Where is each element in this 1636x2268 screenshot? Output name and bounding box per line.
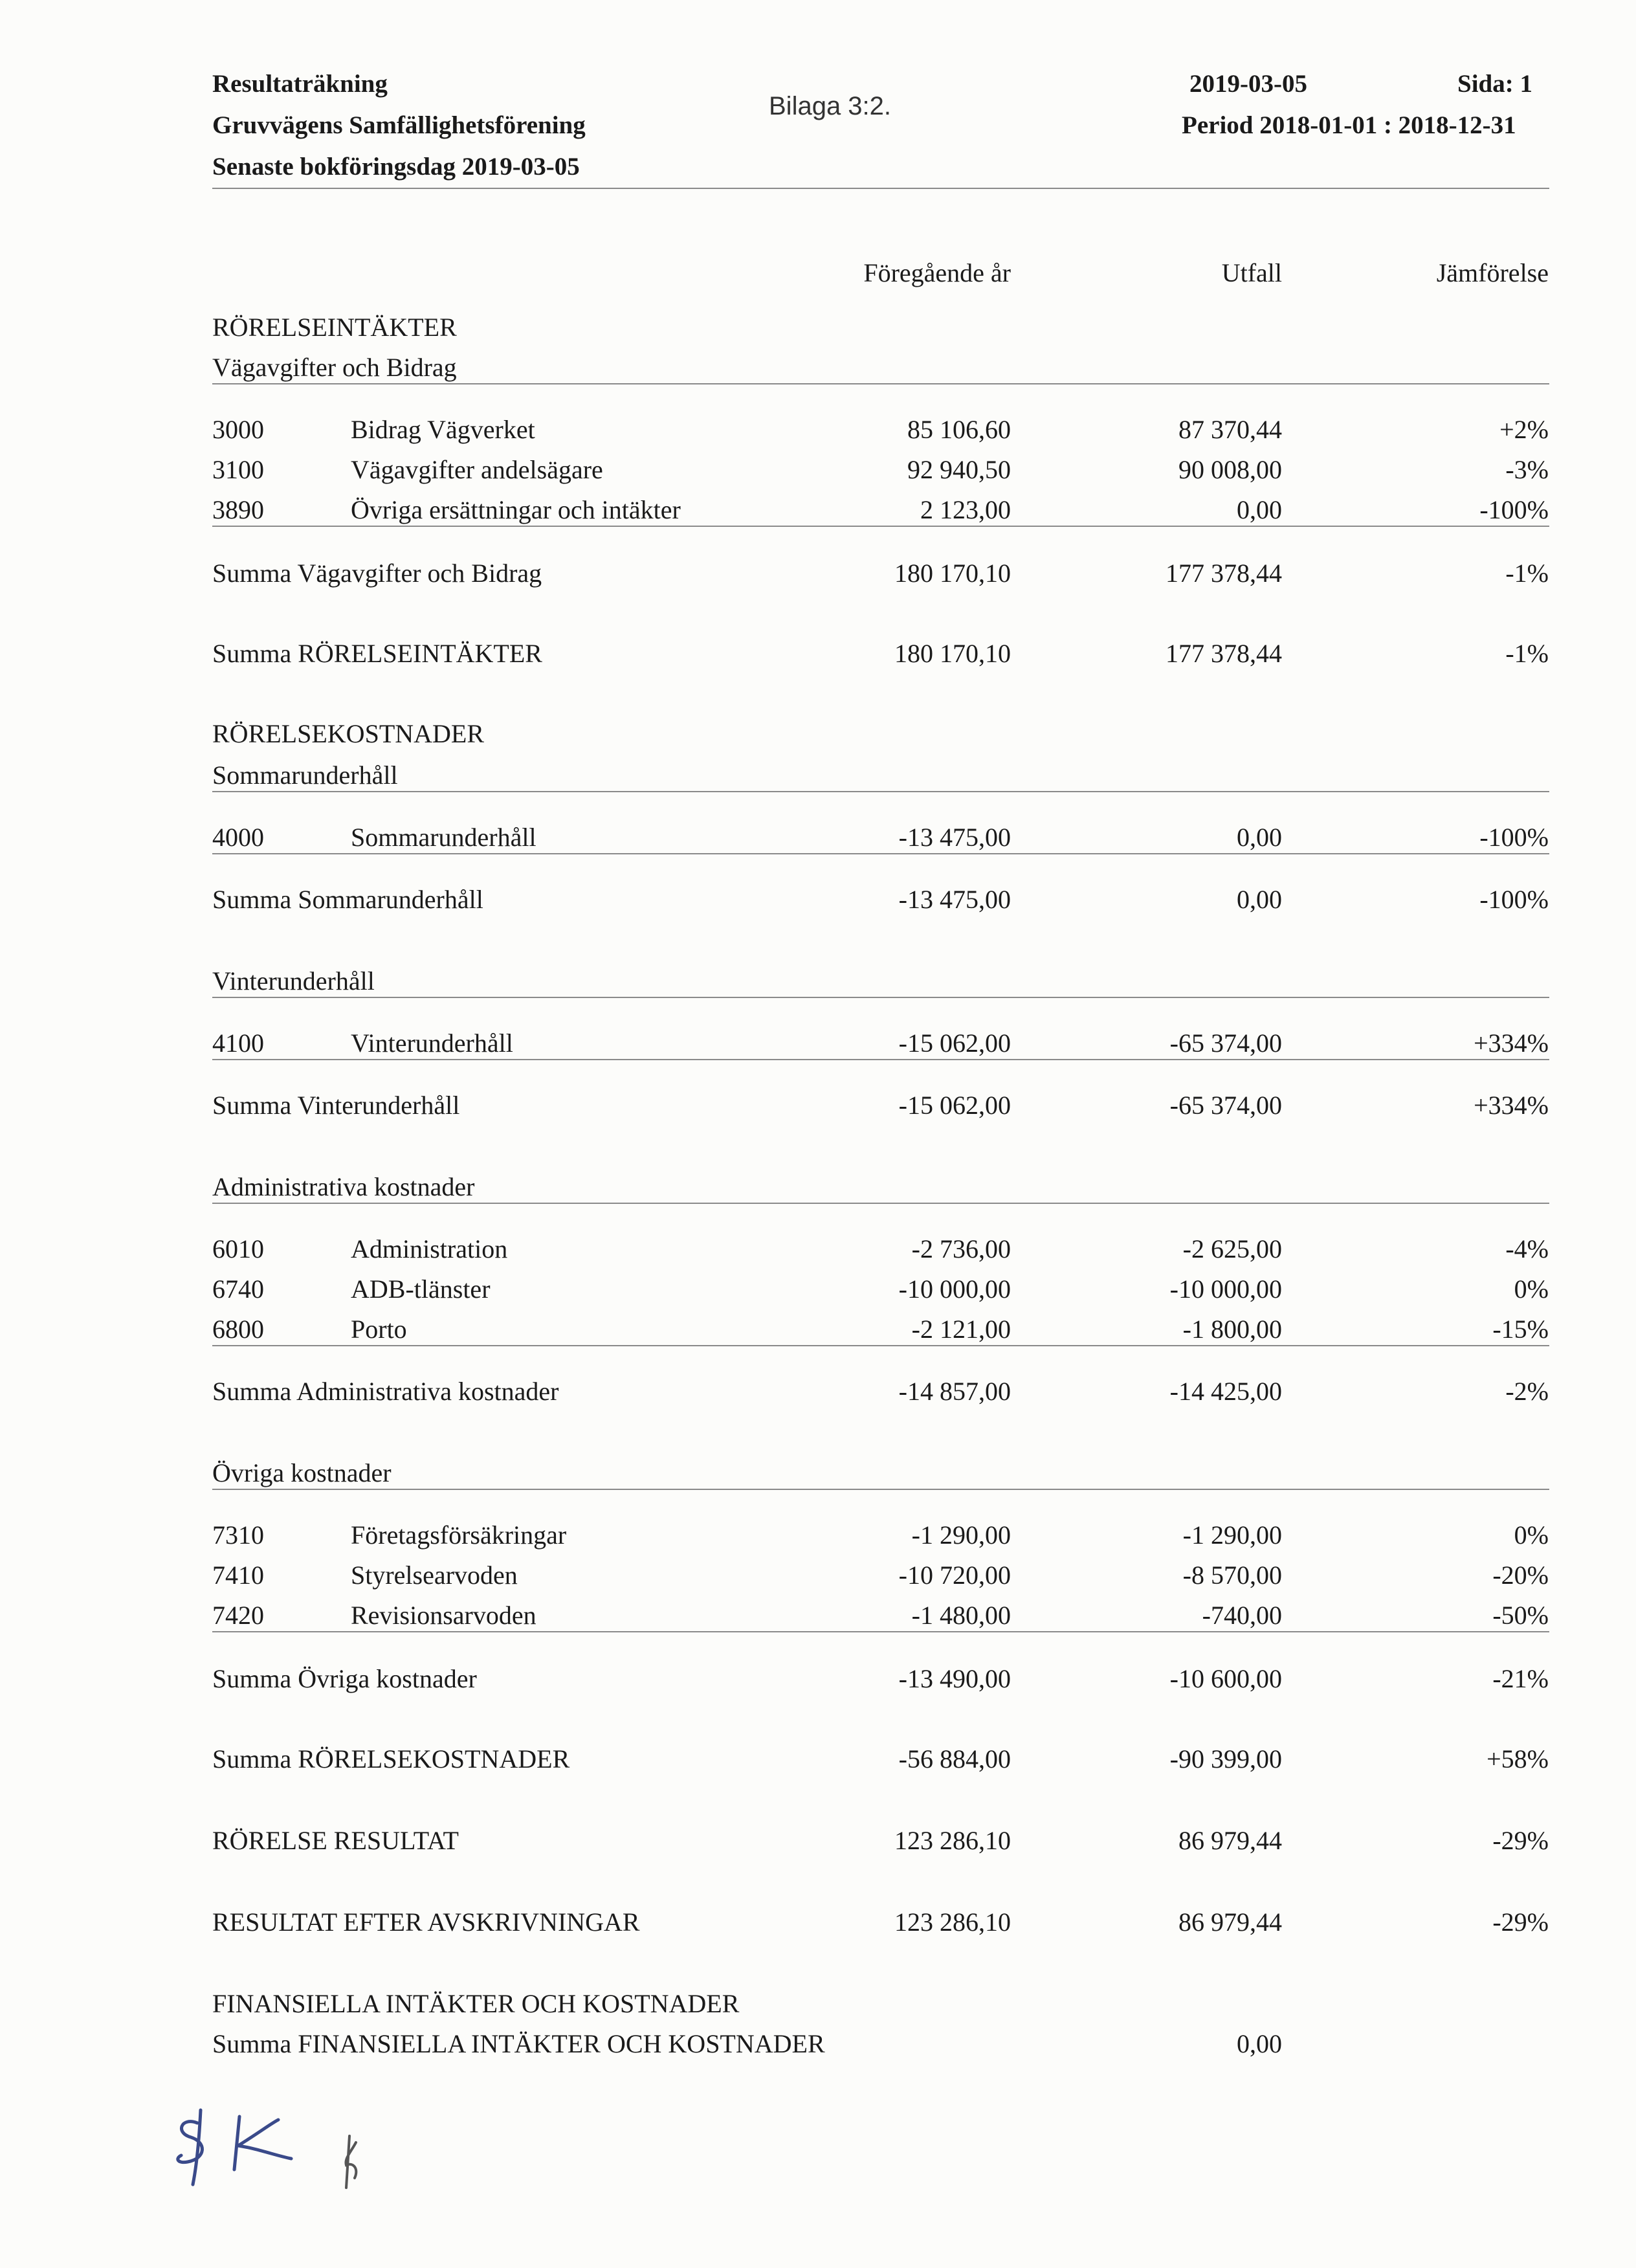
value-previous: -13 490,00	[898, 1664, 1011, 1693]
account-name: Vägavgifter andelsägare	[351, 455, 603, 484]
column-header-outcome: Utfall	[1221, 258, 1282, 287]
row-divider	[212, 1631, 1549, 1632]
value-previous: -13 475,00	[898, 823, 1011, 852]
handwritten-signature	[162, 2097, 395, 2214]
row-divider	[212, 526, 1549, 527]
group-sum-label: Summa Vinterunderhåll	[212, 1091, 460, 1120]
value-outcome: -90 399,00	[1169, 1744, 1282, 1773]
account-number: 3890	[212, 495, 264, 524]
value-previous: -2 121,00	[911, 1315, 1011, 1344]
result-after-depreciation-label: RESULTAT EFTER AVSKRIVNINGAR	[212, 1907, 640, 1937]
value-previous: 2 123,00	[920, 495, 1011, 524]
value-previous: -13 475,00	[898, 885, 1011, 914]
value-outcome: 177 378,44	[1166, 559, 1282, 588]
value-previous: -1 480,00	[911, 1601, 1011, 1630]
value-outcome: -65 374,00	[1169, 1091, 1282, 1120]
account-number: 6010	[212, 1234, 264, 1263]
account-name: Administration	[351, 1234, 508, 1263]
account-number: 4000	[212, 823, 264, 852]
value-outcome: -10 000,00	[1169, 1274, 1282, 1304]
value-outcome: 0,00	[1237, 495, 1282, 524]
value-previous: 85 106,60	[907, 415, 1011, 444]
value-comparison: -3%	[1505, 455, 1549, 484]
group-heading: Vägavgifter och Bidrag	[212, 353, 457, 382]
column-header-comparison: Jämförelse	[1436, 258, 1549, 287]
value-previous: -10 720,00	[898, 1561, 1011, 1590]
row-divider	[212, 1059, 1549, 1060]
page-number: Sida: 1	[1457, 70, 1532, 98]
value-outcome: -8 570,00	[1182, 1561, 1282, 1590]
value-comparison: -20%	[1492, 1561, 1549, 1590]
value-outcome: -740,00	[1202, 1601, 1282, 1630]
account-name: Vinterunderhåll	[351, 1028, 513, 1058]
value-previous: 123 286,10	[894, 1826, 1011, 1855]
account-number: 6800	[212, 1315, 264, 1344]
value-comparison: -15%	[1492, 1315, 1549, 1344]
last-booking-date: Senaste bokföringsdag 2019-03-05	[212, 153, 580, 181]
value-comparison: -1%	[1505, 639, 1549, 668]
attachment-label: Bilaga 3:2.	[769, 92, 892, 120]
value-outcome: -1 800,00	[1182, 1315, 1282, 1344]
header-divider	[212, 188, 1549, 189]
value-outcome: 87 370,44	[1178, 415, 1282, 444]
operating-result-label: RÖRELSE RESULTAT	[212, 1826, 459, 1855]
value-previous: -14 857,00	[898, 1377, 1011, 1406]
group-sum-label: Summa Övriga kostnader	[212, 1664, 477, 1693]
account-name: Revisionsarvoden	[351, 1601, 536, 1630]
account-number: 7420	[212, 1601, 264, 1630]
value-comparison: -1%	[1505, 559, 1549, 588]
section-heading-revenue: RÖRELSEINTÄKTER	[212, 313, 457, 342]
value-comparison: -50%	[1492, 1601, 1549, 1630]
value-comparison: -29%	[1492, 1907, 1549, 1937]
value-previous: -1 290,00	[911, 1520, 1011, 1550]
value-comparison: -21%	[1492, 1664, 1549, 1693]
section-heading-financial: FINANSIELLA INTÄKTER OCH KOSTNADER	[212, 1989, 740, 2018]
account-name: Styrelsearvoden	[351, 1561, 518, 1590]
account-number: 6740	[212, 1274, 264, 1304]
account-number: 4100	[212, 1028, 264, 1058]
value-outcome: 0,00	[1237, 2029, 1282, 2058]
row-divider	[212, 1489, 1549, 1490]
value-previous: -56 884,00	[898, 1744, 1011, 1773]
value-previous: 123 286,10	[894, 1907, 1011, 1937]
group-heading: Övriga kostnader	[212, 1458, 392, 1487]
value-comparison: +58%	[1487, 1744, 1549, 1773]
row-divider	[212, 1345, 1549, 1346]
group-sum-label: Summa Sommarunderhåll	[212, 885, 483, 914]
organization-name: Gruvvägens Samfällighetsförening	[212, 111, 586, 139]
report-title: Resultaträkning	[212, 70, 388, 98]
financial-sum-label: Summa FINANSIELLA INTÄKTER OCH KOSTNADER	[212, 2029, 825, 2058]
row-divider	[212, 383, 1549, 384]
value-comparison: -100%	[1479, 823, 1549, 852]
account-name: Porto	[351, 1315, 407, 1344]
account-name: Bidrag Vägverket	[351, 415, 535, 444]
group-heading: Sommarunderhåll	[212, 761, 398, 790]
row-divider	[212, 853, 1549, 854]
value-comparison: 0%	[1514, 1274, 1549, 1304]
value-outcome: -1 290,00	[1182, 1520, 1282, 1550]
group-sum-label: Summa Vägavgifter och Bidrag	[212, 559, 542, 588]
value-outcome: 0,00	[1237, 885, 1282, 914]
row-divider	[212, 997, 1549, 998]
group-heading: Administrativa kostnader	[212, 1172, 475, 1201]
value-previous: -2 736,00	[911, 1234, 1011, 1263]
group-heading: Vinterunderhåll	[212, 966, 375, 995]
account-number: 7310	[212, 1520, 264, 1550]
value-outcome: -65 374,00	[1169, 1028, 1282, 1058]
value-comparison: +334%	[1474, 1028, 1549, 1058]
value-previous: 180 170,10	[894, 639, 1011, 668]
value-outcome: 0,00	[1237, 823, 1282, 852]
value-comparison: -4%	[1505, 1234, 1549, 1263]
value-comparison: +2%	[1499, 415, 1549, 444]
section-heading-costs: RÖRELSEKOSTNADER	[212, 719, 485, 748]
value-previous: -10 000,00	[898, 1274, 1011, 1304]
value-comparison: -100%	[1479, 885, 1549, 914]
value-outcome: 90 008,00	[1178, 455, 1282, 484]
account-number: 7410	[212, 1561, 264, 1590]
column-header-previous: Föregående år	[863, 258, 1011, 287]
row-divider	[212, 791, 1549, 792]
value-comparison: -2%	[1505, 1377, 1549, 1406]
value-outcome: 86 979,44	[1178, 1907, 1282, 1937]
value-outcome: -14 425,00	[1169, 1377, 1282, 1406]
value-outcome: -10 600,00	[1169, 1664, 1282, 1693]
value-previous: -15 062,00	[898, 1028, 1011, 1058]
row-divider	[212, 1203, 1549, 1204]
account-name: Övriga ersättningar och intäkter	[351, 495, 681, 524]
group-sum-label: Summa Administrativa kostnader	[212, 1377, 559, 1406]
value-outcome: -2 625,00	[1182, 1234, 1282, 1263]
report-period: Period 2018-01-01 : 2018-12-31	[1182, 111, 1516, 139]
value-comparison: -29%	[1492, 1826, 1549, 1855]
account-name: Företagsförsäkringar	[351, 1520, 567, 1550]
account-number: 3100	[212, 455, 264, 484]
account-number: 3000	[212, 415, 264, 444]
report-date: 2019-03-05	[1189, 70, 1307, 98]
value-outcome: 177 378,44	[1166, 639, 1282, 668]
account-name: Sommarunderhåll	[351, 823, 536, 852]
section-total-label: Summa RÖRELSEINTÄKTER	[212, 639, 542, 668]
value-comparison: -100%	[1479, 495, 1549, 524]
value-comparison: +334%	[1474, 1091, 1549, 1120]
value-previous: 180 170,10	[894, 559, 1011, 588]
value-outcome: 86 979,44	[1178, 1826, 1282, 1855]
value-previous: -15 062,00	[898, 1091, 1011, 1120]
account-name: ADB-tlänster	[351, 1274, 491, 1304]
value-comparison: 0%	[1514, 1520, 1549, 1550]
value-previous: 92 940,50	[907, 455, 1011, 484]
section-total-label: Summa RÖRELSEKOSTNADER	[212, 1744, 570, 1773]
